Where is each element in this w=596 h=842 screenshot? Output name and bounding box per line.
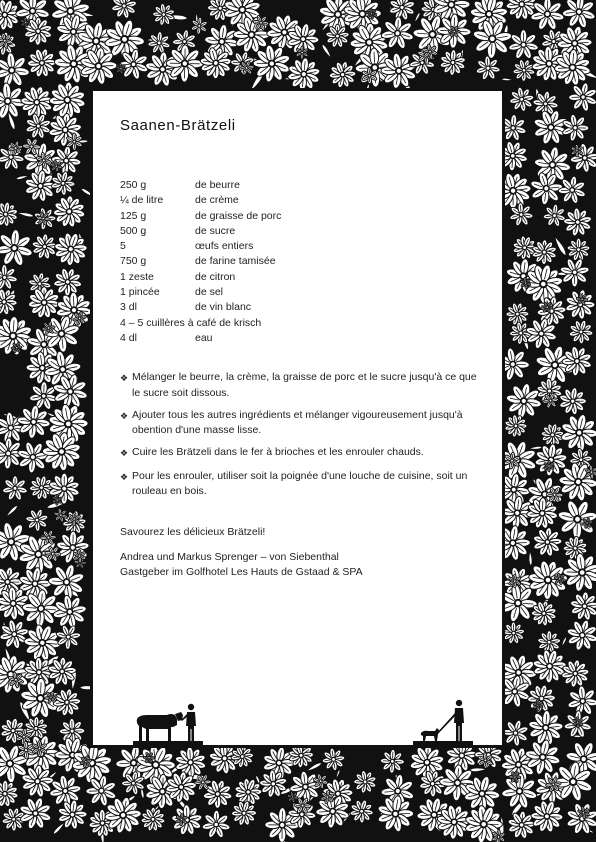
- ingredient-quantity: 4 – 5 cuillères à café de krisch: [120, 316, 262, 329]
- ingredient-name: de sucre: [195, 224, 236, 237]
- flower-icon: [166, 45, 204, 83]
- ingredient-quantity: 4 dl: [120, 331, 137, 344]
- signature-line: Gastgeber im Golfhotel Les Hauts de Gstaad & SPA: [120, 565, 363, 578]
- ingredient-row: [120, 316, 480, 331]
- ingredient-row: [120, 270, 480, 285]
- ingredient-name: de crème: [195, 194, 239, 207]
- signature-line: Andrea und Markus Sprenger – von Siebenthal: [120, 550, 339, 563]
- ingredient-name: eau: [195, 331, 213, 344]
- recipe-card: [93, 91, 502, 745]
- closing-block: [120, 525, 480, 580]
- ingredient-row: [120, 254, 480, 269]
- ingredient-row: [120, 193, 480, 208]
- instruction-text: Cuire les Brätzeli dans le fer à brioches et les enrouler chauds.: [132, 446, 424, 459]
- ingredient-name: de graisse de porc: [195, 209, 282, 222]
- instruction-text: Ajouter tous les autres ingrédients et mélanger vigoureusement jusqu'à obention d'une masse lisse.: [132, 408, 463, 437]
- ingredient-quantity: 1 zeste: [120, 270, 154, 283]
- instruction-text: Pour les enrouler, utiliser soit la poignée d'une louche de cuisine, soit un rouleau en bois.: [132, 469, 468, 498]
- instruction-step: [120, 469, 480, 500]
- instruction-step: [120, 445, 480, 461]
- ingredient-name: de sel: [195, 286, 224, 299]
- recipe-content: [120, 117, 480, 580]
- ingredient-quantity: 1 pincée: [120, 286, 160, 299]
- ingredient-row: [120, 209, 480, 224]
- instruction-step: [120, 408, 480, 439]
- diamond-bullet-icon: ❖: [120, 373, 129, 384]
- cow-and-farmer-silhouette-icon: [133, 699, 203, 745]
- ingredient-row: [120, 224, 480, 239]
- ingredient-name: [195, 316, 480, 331]
- diamond-bullet-icon: ❖: [120, 410, 129, 421]
- instruction-step: [120, 370, 480, 401]
- ingredient-name: de vin blanc: [195, 301, 252, 314]
- instruction-list: [120, 370, 480, 499]
- ingredient-row: [120, 239, 480, 254]
- ingredient-row: [120, 285, 480, 300]
- recipe-title: Saanen-Brätzeli: [120, 117, 236, 134]
- ingredient-quantity: ¼ de litre: [120, 194, 164, 207]
- diamond-bullet-icon: ❖: [120, 448, 129, 459]
- closing-text: Savourez les délicieux Brätzeli!: [120, 526, 266, 539]
- ingredient-quantity: 250 g: [120, 179, 147, 191]
- ingredient-quantity: 5: [120, 240, 126, 253]
- ingredient-quantity: 750 g: [120, 255, 147, 268]
- herder-with-dog-silhouette-icon: [413, 697, 473, 745]
- ingredient-quantity: 3 dl: [120, 301, 137, 314]
- ingredient-row: [120, 300, 480, 315]
- ingredient-row: [120, 331, 480, 346]
- ingredient-name: de beurre: [195, 179, 240, 191]
- ingredient-name: de farine tamisée: [195, 255, 276, 268]
- ingredient-quantity: 125 g: [120, 209, 147, 222]
- ingredient-list: [120, 178, 480, 346]
- ingredient-name: de citron: [195, 270, 236, 283]
- ingredient-quantity: 500 g: [120, 224, 147, 237]
- instruction-text: Mélanger le beurre, la crème, la graisse de porc et le sucre jusqu'à ce que le sucre soit dissous.: [132, 371, 477, 399]
- ingredient-row: [120, 178, 480, 193]
- diamond-bullet-icon: ❖: [120, 471, 129, 482]
- ingredient-name: œufs entiers: [195, 240, 254, 253]
